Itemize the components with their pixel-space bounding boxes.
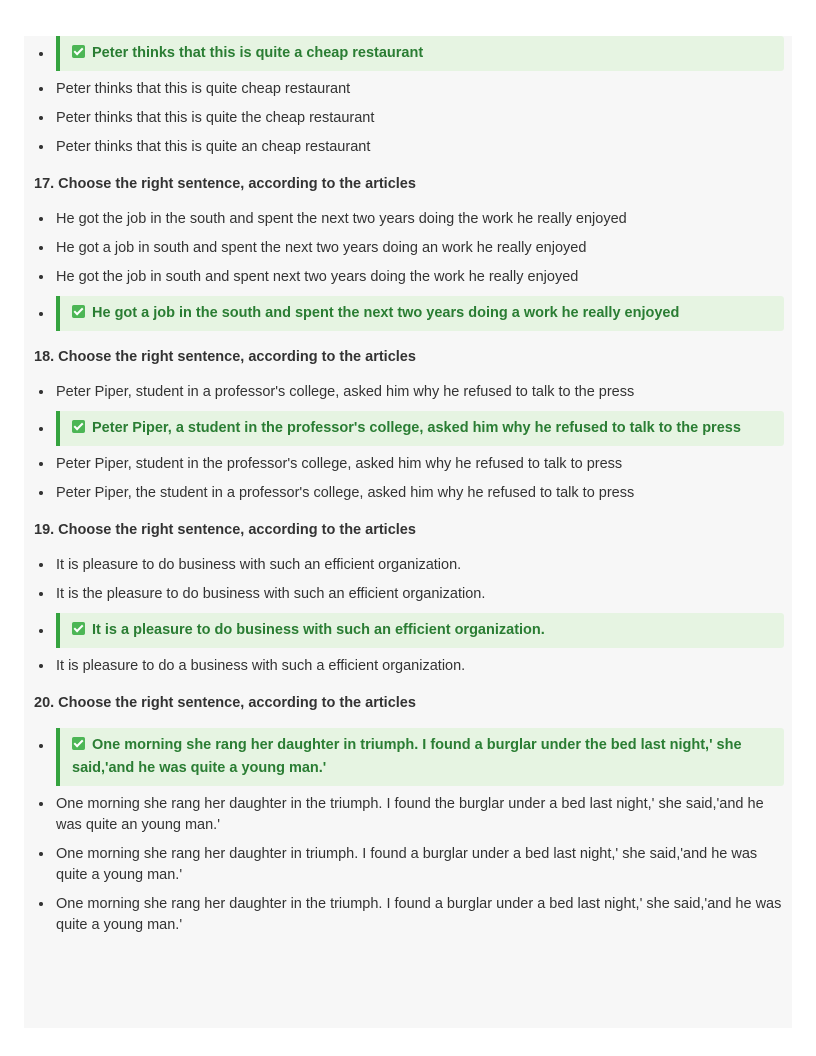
option-item-correct xyxy=(34,411,784,446)
option-item xyxy=(34,79,784,100)
option-item xyxy=(34,267,784,288)
option-list-17 xyxy=(34,209,784,331)
option-text: One morning she rang her daughter in the triumph. I found a burglar under a bed last night,' she said,'and he was quite a young man.' xyxy=(56,896,782,933)
correct-answer-box xyxy=(56,411,784,446)
option-text: Peter Piper, the student in a professor's college, asked him why he refused to talk to press xyxy=(56,485,635,501)
option-item xyxy=(34,584,784,605)
option-text: Peter thinks that this is quite a cheap restaurant xyxy=(92,45,424,61)
option-item xyxy=(34,483,784,504)
option-item xyxy=(34,238,784,259)
check-icon xyxy=(72,420,85,433)
check-icon xyxy=(72,622,85,635)
option-text: It is the pleasure to do business with such an efficient organization. xyxy=(56,586,486,602)
option-item xyxy=(34,844,784,886)
question-title-17: 17. Choose the right sentence, according to the articles xyxy=(34,176,416,192)
option-text: It is pleasure to do business with such an efficient organization. xyxy=(56,557,462,573)
option-text: Peter Piper, student in a professor's college, asked him why he refused to talk to the press xyxy=(56,384,635,400)
option-item-correct xyxy=(34,296,784,331)
option-list-16 xyxy=(34,36,784,158)
correct-answer-box xyxy=(56,296,784,331)
quiz-answers-panel xyxy=(24,36,792,1028)
check-icon xyxy=(72,737,85,750)
correct-answer-box xyxy=(56,36,784,71)
option-text: He got a job in the south and spent the next two years doing a work he really enjoyed xyxy=(92,305,680,321)
option-item-correct xyxy=(34,728,784,786)
option-item-correct xyxy=(34,36,784,71)
question-title-20: 20. Choose the right sentence, according to the articles xyxy=(34,695,416,711)
option-item xyxy=(34,209,784,230)
correct-answer-box xyxy=(56,728,784,786)
option-item xyxy=(34,656,784,677)
option-text: One morning she rang her daughter in triumph. I found a burglar under a bed last night,' she said,'and he was quite a young man.' xyxy=(56,846,758,883)
option-item xyxy=(34,137,784,158)
correct-answer-box xyxy=(56,613,784,648)
option-item-correct xyxy=(34,613,784,648)
option-item xyxy=(34,794,784,836)
option-item xyxy=(34,382,784,403)
option-text: Peter Piper, a student in the professor's college, asked him why he refused to talk to the press xyxy=(92,420,741,436)
option-text: Peter thinks that this is quite an cheap restaurant xyxy=(56,139,371,155)
check-icon xyxy=(72,45,85,58)
option-list-18 xyxy=(34,382,784,504)
question-title-19: 19. Choose the right sentence, according to the articles xyxy=(34,522,416,538)
question-title-18: 18. Choose the right sentence, according to the articles xyxy=(34,349,416,365)
option-item xyxy=(34,894,784,936)
option-text: He got the job in the south and spent the next two years doing the work he really enjoyed xyxy=(56,211,627,227)
option-text: He got a job in south and spent the next two years doing an work he really enjoyed xyxy=(56,240,587,256)
option-text: One morning she rang her daughter in the triumph. I found the burglar under a bed last night,' she said,'and he was quite an young man.' xyxy=(56,796,764,833)
option-list-20 xyxy=(34,728,784,936)
option-list-19 xyxy=(34,555,784,677)
option-text: Peter thinks that this is quite the cheap restaurant xyxy=(56,110,375,126)
option-text: Peter Piper, student in the professor's college, asked him why he refused to talk to press xyxy=(56,456,623,472)
check-icon xyxy=(72,305,85,318)
option-item xyxy=(34,555,784,576)
option-item xyxy=(34,108,784,129)
option-text: One morning she rang her daughter in triumph. I found a burglar under the bed last night,' she said,'and he was quite a young man.' xyxy=(72,737,742,776)
option-text: It is a pleasure to do business with such an efficient organization. xyxy=(92,622,545,638)
option-text: He got the job in south and spent next two years doing the work he really enjoyed xyxy=(56,269,579,285)
option-text: It is pleasure to do a business with such a efficient organization. xyxy=(56,658,466,674)
quiz-content xyxy=(24,36,792,936)
option-text: Peter thinks that this is quite cheap restaurant xyxy=(56,81,351,97)
option-item xyxy=(34,454,784,475)
